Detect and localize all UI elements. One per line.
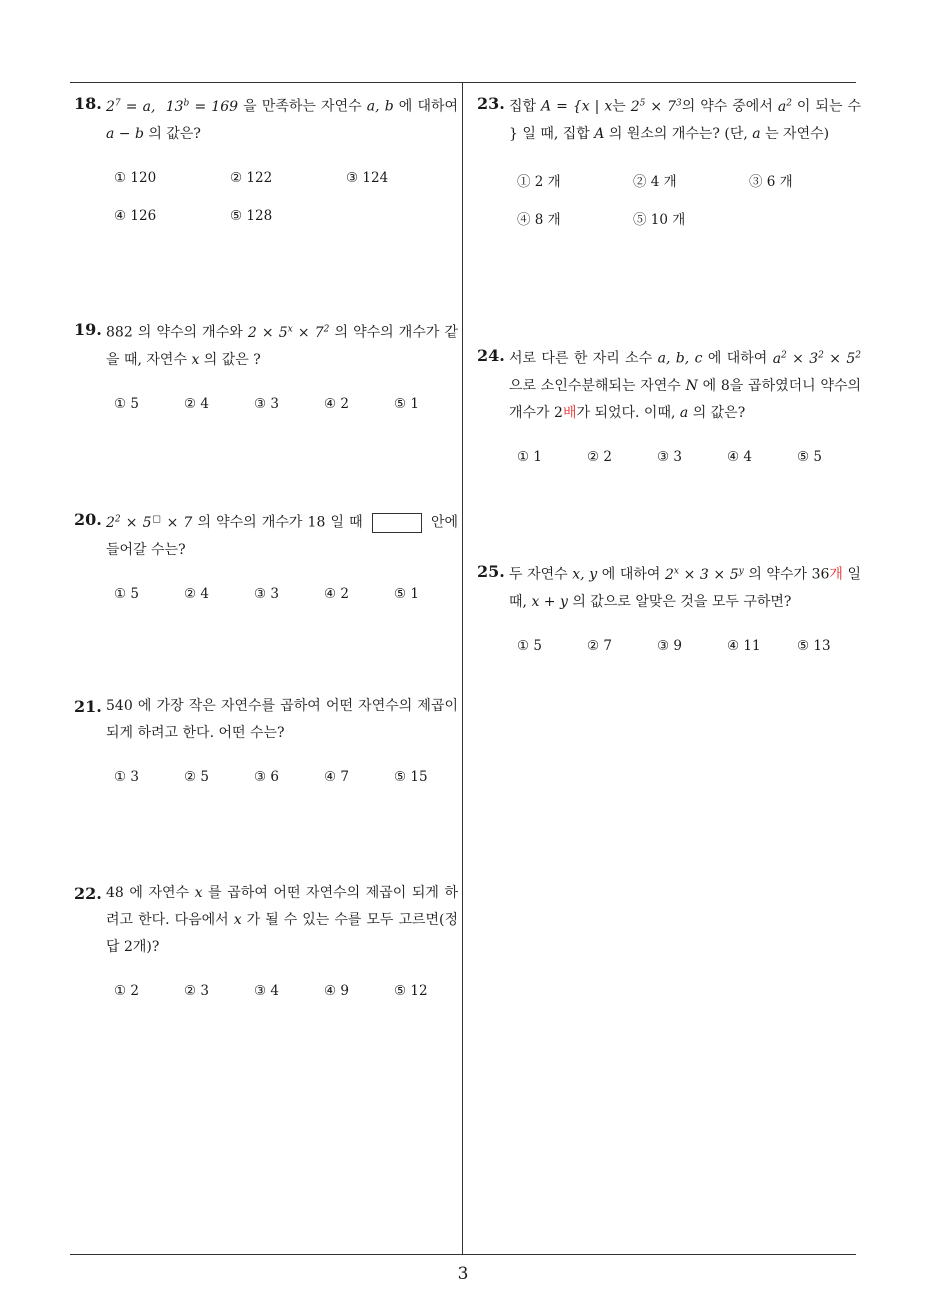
question-18 — [74, 90, 458, 260]
choice-3[interactable]: ③ 3 — [254, 395, 279, 412]
choice-3[interactable]: ③ 4 — [254, 983, 279, 999]
choice-3[interactable]: ③ 124 — [346, 169, 389, 186]
question-24 — [477, 342, 861, 479]
choice-1[interactable]: ① 5 — [114, 585, 139, 602]
answer-choices — [517, 638, 861, 668]
choice-5[interactable]: ⑤ 5 — [797, 448, 822, 465]
choice-5[interactable]: ⑤ 15 — [394, 769, 428, 785]
choice-3[interactable]: ③ 6 개 — [749, 173, 793, 190]
question-text: 48 에 자연수 x 를 곱하여 어떤 자연수의 제곱이 되게 하려고 한다. 다음에서 x 가 될 수 있는 수를 모두 고르면(정답 2개)? — [106, 885, 459, 955]
choice-1[interactable]: ① 2 개 — [517, 173, 561, 190]
question-number: 21. — [74, 697, 102, 716]
question-25 — [477, 558, 861, 668]
choice-1[interactable]: ① 3 — [114, 769, 139, 785]
choice-1[interactable]: ① 2 — [114, 983, 139, 999]
question-number: 24. — [477, 346, 505, 365]
answer-choices — [114, 769, 458, 799]
highlighted-word: 개 — [829, 566, 843, 583]
question-19 — [74, 316, 458, 426]
choice-3[interactable]: ③ 6 — [254, 769, 279, 785]
top-rule — [70, 82, 856, 83]
choice-4[interactable]: ④ 126 — [114, 207, 157, 224]
choice-1[interactable]: ① 5 — [517, 637, 542, 654]
question-text: $2^2 \times 5^□ \times 7$ 의 약수의 개수가 18 일 때 안에 들어갈 수는? — [106, 514, 459, 558]
choice-1[interactable]: ① 1 — [517, 448, 542, 465]
choice-1[interactable]: ① 120 — [114, 169, 157, 186]
choice-4[interactable]: ④ 8 개 — [517, 211, 561, 228]
highlighted-word: 배 — [562, 404, 577, 421]
choice-5[interactable]: ⑤ 10 개 — [633, 211, 686, 228]
answer-choices — [517, 170, 861, 260]
question-text: 집합 A = {x | x는 $2^5 \times 7^3$의 약수 중에서 $a^2$ 이 되는 수 } 일 때, 집합 A 의 원소의 개수는? (단, a 는 자연수) — [509, 98, 861, 142]
choice-3[interactable]: ③ 3 — [254, 585, 279, 602]
question-text: 서로 다른 한 자리 소수 a, b, c 에 대하여 $a^2 \times 3^2 \times 5^2$ 으로 소인수분해되는 자연수 N 에 8을 곱하였더니 약수의 개수가 2배가 되었다. 이때, a 의 값은? — [509, 350, 862, 421]
choice-4[interactable]: ④ 2 — [324, 585, 349, 602]
question-number: 25. — [477, 562, 505, 581]
choice-5[interactable]: ⑤ 1 — [394, 585, 419, 602]
choice-2[interactable]: ② 7 — [587, 637, 612, 654]
choice-2[interactable]: ② 5 — [184, 769, 209, 785]
choice-1[interactable]: ① 5 — [114, 395, 139, 412]
choice-4[interactable]: ④ 9 — [324, 983, 349, 999]
question-number: 23. — [477, 94, 505, 113]
column-divider — [462, 83, 463, 1255]
question-20 — [74, 506, 458, 616]
answer-blank-box — [372, 513, 422, 533]
choice-3[interactable]: ③ 3 — [657, 448, 682, 465]
choice-4[interactable]: ④ 2 — [324, 395, 349, 412]
question-21 — [74, 693, 458, 799]
question-text: 540 에 가장 작은 자연수를 곱하여 어떤 자연수의 제곱이 되게 하려고 한다. 어떤 수는? — [106, 698, 458, 741]
question-23 — [477, 90, 861, 260]
question-text: $2^7 = a$, $13^b = 169$ 을 만족하는 자연수 a, b 에 대하여 a − b 의 값은? — [106, 98, 459, 142]
answer-choices — [114, 396, 458, 426]
answer-choices — [114, 586, 458, 616]
answer-choices — [114, 983, 458, 1013]
choice-3[interactable]: ③ 9 — [657, 637, 682, 654]
question-number: 20. — [74, 510, 102, 529]
answer-choices — [114, 170, 458, 260]
page-number: 3 — [457, 1264, 469, 1284]
choice-2[interactable]: ② 2 — [587, 448, 612, 465]
choice-5[interactable]: ⑤ 128 — [230, 207, 273, 224]
question-number: 18. — [74, 94, 102, 113]
choice-4[interactable]: ④ 7 — [324, 769, 349, 785]
choice-5[interactable]: ⑤ 13 — [797, 637, 831, 654]
choice-2[interactable]: ② 4 — [184, 585, 209, 602]
bottom-rule — [70, 1254, 856, 1255]
question-number: 19. — [74, 320, 102, 339]
choice-2[interactable]: ② 3 — [184, 983, 209, 999]
choice-5[interactable]: ⑤ 12 — [394, 983, 428, 999]
question-text: 882 의 약수의 개수와 $2 \times 5^x \times 7^2$ 의 약수의 개수가 같을 때, 자연수 x 의 값은 ? — [106, 324, 459, 368]
answer-choices — [517, 449, 861, 479]
question-number: 22. — [74, 884, 102, 903]
choice-5[interactable]: ⑤ 1 — [394, 395, 419, 412]
choice-2[interactable]: ② 122 — [230, 169, 273, 186]
question-22 — [74, 880, 458, 1013]
choice-2[interactable]: ② 4 개 — [633, 173, 677, 190]
choice-4[interactable]: ④ 11 — [727, 637, 761, 654]
question-text: 두 자연수 x, y 에 대하여 $2^x \times 3 \times 5^y$ 의 약수가 36개 일 때, x + y 의 값으로 알맞은 것을 모두 구하면? — [509, 566, 862, 610]
choice-2[interactable]: ② 4 — [184, 395, 209, 412]
choice-4[interactable]: ④ 4 — [727, 448, 752, 465]
